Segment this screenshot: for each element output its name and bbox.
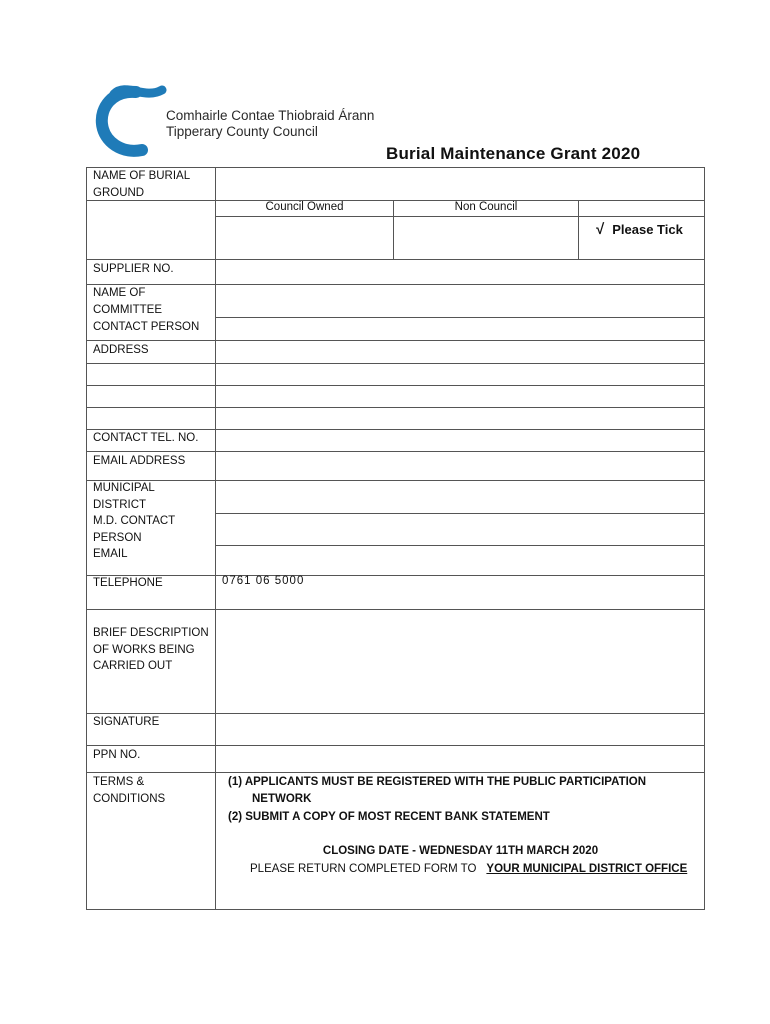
terms-list [228, 774, 646, 826]
council-name-irish: Comhairle Contae Thiobraid Árann [166, 108, 375, 123]
email-address-field[interactable] [216, 452, 705, 480]
label-brief-description: BRIEF DESCRIPTION OF WORKS BEING CARRIED OUT [93, 627, 209, 672]
terms-item-1-cont: NETWORK [252, 792, 312, 805]
return-office: YOUR MUNICIPAL DISTRICT OFFICE [486, 863, 688, 875]
tick-icon: √ [596, 221, 605, 238]
address-line-1-field[interactable] [216, 341, 705, 363]
contact-tel-field[interactable] [216, 430, 705, 451]
address-line-2-field[interactable] [216, 364, 705, 385]
terms-item-1: (1) APPLICANTS MUST BE REGISTERED WITH THE PUBLIC PARTICIPATION [228, 776, 647, 788]
grant-form [86, 167, 705, 910]
label-contact-tel: CONTACT TEL. NO. [93, 432, 199, 444]
divider [86, 167, 87, 910]
contact-person-field[interactable] [216, 318, 705, 340]
signature-field[interactable] [216, 714, 705, 745]
label-municipal-district: MUNICIPAL DISTRICT [93, 482, 155, 511]
telephone-value: 0761 06 5000 [222, 575, 305, 587]
label-email: EMAIL [93, 548, 128, 560]
please-tick-label: Please Tick [612, 222, 683, 237]
label-council-owned: Council Owned [265, 201, 344, 213]
address-line-4-field[interactable] [216, 408, 705, 429]
label-address: ADDRESS [93, 344, 149, 356]
label-signature: SIGNATURE [93, 716, 160, 728]
description-field[interactable] [216, 610, 705, 713]
terms-item-2: (2) SUBMIT A COPY OF MOST RECENT BANK STATEMENT [228, 811, 550, 823]
return-text: PLEASE RETURN COMPLETED FORM TO [250, 863, 477, 875]
council-name-english: Tipperary County Council [166, 124, 318, 139]
supplier-no-field[interactable] [216, 260, 705, 284]
divider [86, 909, 705, 910]
council-owned-tick-box[interactable] [216, 217, 393, 259]
committee-name-field[interactable] [216, 285, 705, 317]
label-telephone: TELEPHONE [93, 577, 163, 589]
ppn-no-field[interactable] [216, 746, 705, 772]
address-line-3-field[interactable] [216, 386, 705, 407]
form-title: Burial Maintenance Grant 2020 [386, 144, 641, 163]
divider [578, 200, 579, 259]
md-contact-person-field[interactable] [216, 514, 705, 545]
label-name-of-committee: NAME OF COMMITTEE [93, 287, 162, 316]
label-email-address: EMAIL ADDRESS [93, 455, 186, 467]
label-ppn-no: PPN NO. [93, 749, 141, 761]
closing-date: CLOSING DATE - WEDNESDAY 11TH MARCH 2020 [322, 845, 599, 857]
burial-ground-name-field[interactable] [216, 168, 705, 200]
label-md-contact-person: M.D. CONTACT PERSON [93, 515, 175, 544]
please-tick-note [596, 221, 683, 238]
label-non-council: Non Council [454, 201, 518, 213]
council-name [166, 108, 374, 140]
label-contact-person: CONTACT PERSON [93, 321, 200, 333]
md-email-field[interactable] [216, 546, 705, 575]
council-logo-icon [92, 80, 172, 158]
municipal-district-field[interactable] [216, 481, 705, 513]
non-council-tick-box[interactable] [394, 217, 578, 259]
label-name-of-burial-ground: NAME OF BURIAL GROUND [93, 170, 190, 199]
return-instructions [250, 863, 687, 875]
divider [86, 772, 705, 773]
divider [86, 575, 705, 576]
label-supplier-no: SUPPLIER NO. [93, 263, 174, 275]
label-terms-conditions: TERMS & CONDITIONS [93, 776, 166, 805]
